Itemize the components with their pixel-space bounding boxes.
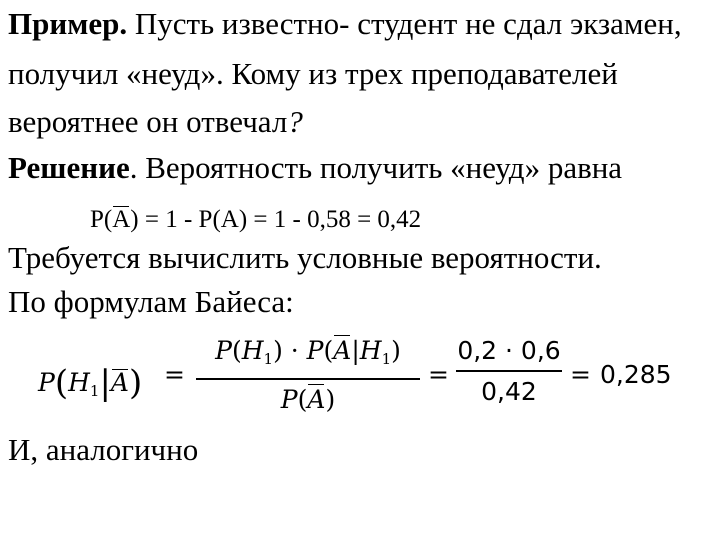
num-sub2: 1 [381, 350, 392, 368]
text-line-2: получил «неуд». Кому из трех преподавателей [8, 56, 618, 91]
text-line-3 [8, 104, 303, 140]
bayes-denominator [281, 383, 335, 417]
solution-label: Решение [8, 150, 130, 185]
numeric-denominator: 0,42 [481, 377, 537, 406]
solution-line [8, 150, 622, 186]
lhs-open: ( [54, 363, 69, 403]
equals-3: = [570, 360, 591, 389]
fraction-bar-2 [456, 370, 562, 372]
bayes-lhs [38, 360, 143, 403]
lhs-sep: | [99, 363, 111, 403]
bayes-numerator [215, 334, 401, 376]
den-close: ) [325, 385, 336, 414]
lhs-h: H [68, 368, 90, 397]
a-bar-symbol: A [112, 206, 131, 233]
num-h2: H [359, 336, 382, 365]
num-a-bar: A [333, 334, 351, 368]
lhs-sub: 1 [89, 382, 100, 400]
question-mark: ? [287, 104, 303, 139]
den-a-bar: A [307, 383, 325, 417]
num-close1: ) [273, 336, 283, 365]
fraction-bar-1 [196, 378, 420, 380]
formula-part-2: ) = 1 - P(A) = 1 - 0,58 = 0,42 [130, 206, 422, 233]
probability-formula [90, 205, 421, 235]
num-p2: P [306, 336, 324, 365]
example-label: Пример. [8, 6, 128, 41]
bayes-fraction [196, 334, 420, 417]
example-text: Пусть известно- студент не сдал экзамен, [127, 6, 682, 41]
bayes-result: 0,285 [600, 360, 672, 389]
equals-1: = [164, 360, 185, 389]
num-open1: ( [231, 336, 242, 365]
solution-text: . Вероятность получить «неуд» равна [129, 150, 623, 185]
lhs-close: ) [128, 363, 143, 403]
num-dot: · [282, 336, 307, 365]
numeric-fraction [456, 334, 562, 409]
num-open2: ( [323, 336, 334, 365]
formula-part-1: P( [90, 206, 113, 233]
question-text: вероятнее он отвечал [8, 104, 288, 139]
den-open: ( [297, 385, 308, 414]
num-sep: | [351, 336, 360, 365]
text-line-6: По формулам Байеса: [8, 284, 294, 319]
num-h: H [241, 336, 264, 365]
equals-2: = [428, 360, 449, 389]
num-close2: ) [391, 336, 401, 365]
text-line-7: И, аналогично [8, 432, 199, 467]
lhs-a-bar: A [110, 368, 129, 397]
text-line-5: Требуется вычислить условные вероятности. [8, 240, 602, 275]
num-sub: 1 [263, 350, 274, 368]
numeric-numerator: 0,2 · 0,6 [457, 336, 561, 365]
num-p1: P [215, 336, 232, 365]
lhs-p: P [38, 368, 55, 397]
den-p: P [280, 385, 298, 414]
example-line [8, 6, 682, 42]
